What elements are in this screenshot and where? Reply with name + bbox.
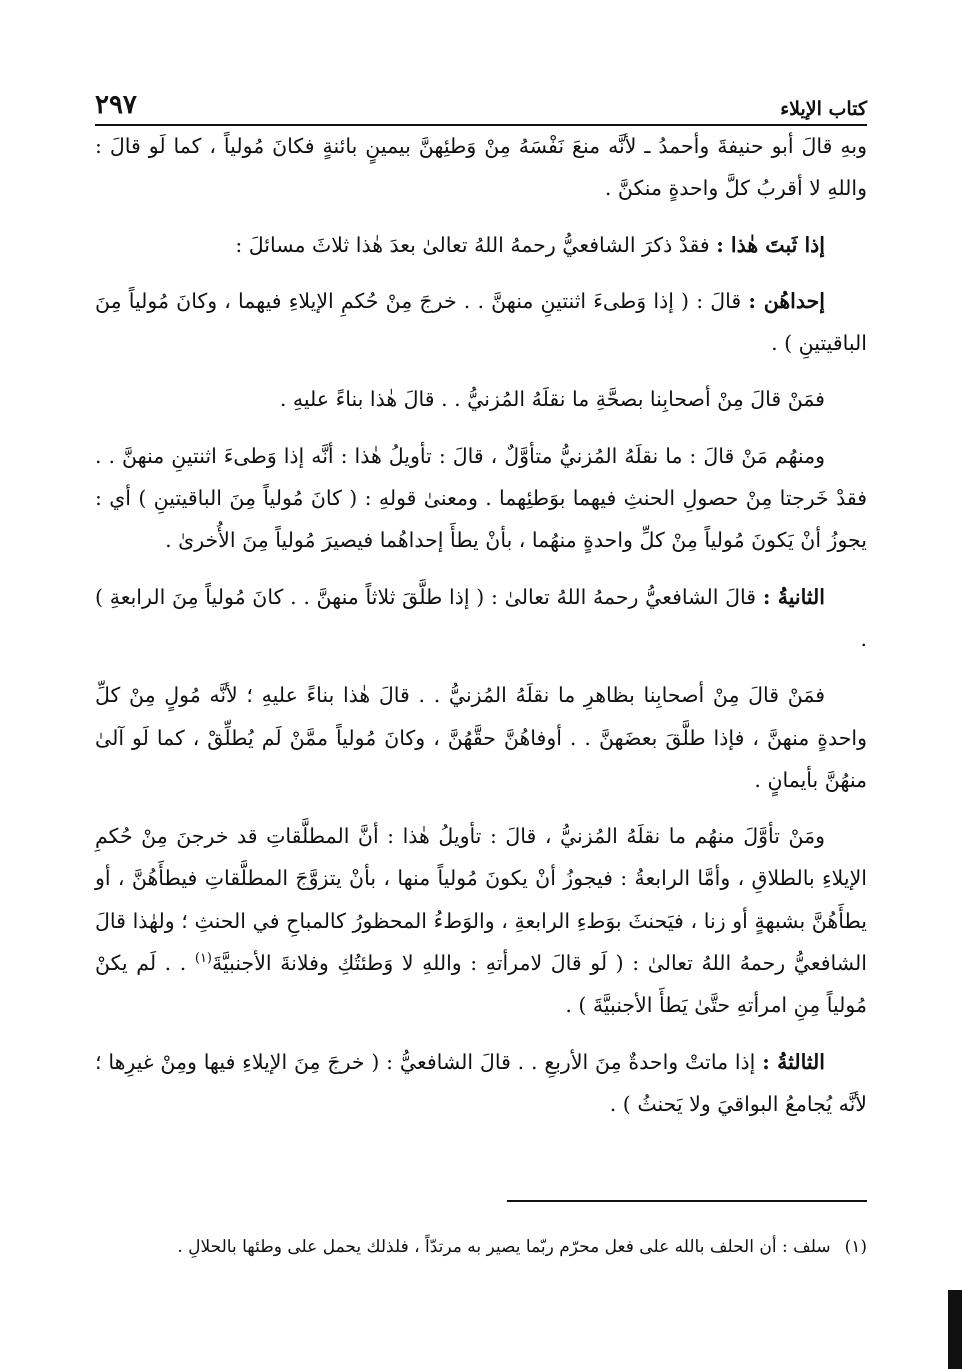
paragraph-9 [95, 1041, 867, 1126]
paragraph-lead: الثانيةُ : [762, 584, 825, 609]
footnote-divider [507, 1200, 867, 1202]
paragraph-3 [95, 280, 867, 365]
paragraph-text: فمَنْ قالَ مِنْ أصحابِنا بصحَّةِ ما نقلَهُ المُزنيُّ . . قالَ هٰذا بناءً عليهِ . [279, 387, 825, 412]
paragraph-text: فمَنْ قالَ مِنْ أصحابِنا بظاهرِ ما نقلَهُ المُزنيُّ . . قالَ هٰذا بناءً عليهِ ؛ لأنَّه مُولٍ مِنْ كلِّ واحدةٍ منهنَّ ، فإذا طلَّقَ بعضَهنَّ . . أوفاهُنَّ حقَّهُنَّ ، وكانَ مُولياً ممَّنْ لَم يُطلِّقْ ، كما لَو آلىٰ منهُنَّ بأيمانٍ . [95, 683, 867, 792]
paragraph-4 [95, 378, 867, 420]
paragraph-5 [95, 435, 867, 562]
paragraph-text: وبهِ قالَ أبو حنيفةَ وأحمدُ ـ لأنَّه منعَ نَفْسَهُ مِنْ وَطئِهنَّ بيمينٍ بائنةٍ فكانَ مُولياً ، كما لَو قالَ : واللهِ لا أقربُ كلَّ واحدةٍ منكنَّ . [95, 134, 867, 201]
footnote [95, 1230, 867, 1264]
footnote-number: (١) [844, 1237, 867, 1257]
paragraph-2 [95, 224, 867, 266]
footnote-reference[interactable]: (١) [194, 951, 212, 967]
paragraph-text: ومنهُم مَنْ قالَ : ما نقلَهُ المُزنيُّ متأوَّلٌ ، قالَ : تأويلُ هٰذا : أنَّه إذا وَطىءَ اثنتينِ منهنَّ . . فقدْ خَرجتا مِنْ حصولِ الحنثِ فيهما بوَطئِهما . ومعنىٰ قولهِ : ( كانَ مُولياً مِنَ الباقيتينِ ) أي : يجوزُ أنْ يَكونَ مُولياً مِنْ كلِّ واحدةٍ منهُما ، بأنْ يطأَ إحداهُما فيصيرَ مُولياً مِنَ الأُخرىٰ . [95, 443, 867, 553]
paragraph-lead: إذا ثَبتَ هٰذا : [716, 232, 825, 257]
main-text [95, 125, 867, 1139]
page-number: ٢٩٧ [95, 90, 137, 120]
paragraph-6 [95, 576, 867, 661]
paragraph-text: قالَ الشافعيُّ رحمهُ اللهُ تعالىٰ : ( إذا طلَّقَ ثلاثاً منهنَّ . . كانَ مُولياً مِنَ الرابعةِ ) . [95, 584, 867, 651]
paragraph-lead: إحداهُن : [748, 288, 825, 313]
paragraph-7 [95, 674, 867, 801]
paragraph-1 [95, 125, 867, 210]
paragraph-text: إذا ماتتْ واحدةٌ مِنَ الأربعِ . . قالَ الشافعيُّ : ( خرجَ مِنَ الإيلاءِ فيها ومِنْ غيرِها ؛ لأنَّه يُجامعُ البواقيَ ولا يَحنثُ ) . [95, 1049, 867, 1116]
paragraph-text: فقدْ ذكرَ الشافعيُّ رحمهُ اللهُ تعالىٰ بعدَ هٰذا ثلاثَ مسائلَ : [235, 232, 717, 257]
paragraph-text: ومَنْ تأوَّلَ منهُم ما نقلَهُ المُزنيُّ ، قالَ : تأويلُ هٰذا : أنَّ المطلَّقاتِ قد خرجنَ مِنْ حُكمِ الإيلاءِ بالطلاقِ ، وأمَّا الرابعةُ : فيجوزُ أنْ يكونَ مُولياً منها ، بأنْ يتزوَّجَ المطلَّقاتِ فيطأَهُنَّ ، أو يطأَهُنَّ بشبهةٍ أو زنا ، فيَحنثَ بوَطءِ الرابعةِ ، والوَطءُ المحظورُ كالمباحِ في الحنثِ ؛ ولهٰذا قالَ الشافعيُّ رحمهُ اللهُ تعالىٰ : ( لَو قالَ لامرأتهِ : واللهِ لا وَطئتُكِ وفلانةَ الأجنبيَّةَ [95, 824, 867, 976]
footnote-text: سلف : أن الحلف بالله على فعل محرّم ربّما يصير به مرتدّاً ، فلذلك يحمل على وطئها بالحلالِ . [177, 1237, 831, 1257]
page-edge-shadow [948, 1290, 962, 1369]
paragraph-8 [95, 815, 867, 1026]
paragraph-text: قالَ : ( إذا وَطىءَ اثنتينِ منهنَّ . . خرجَ مِنْ حُكمِ الإيلاءِ فيهما ، وكانَ مُولياً مِنَ الباقيتينِ ) . [95, 288, 867, 356]
book-title: كتاب الإيلاء [780, 98, 867, 120]
paragraph-text-continued: . . لَم يكنْ مُولياً مِنِ امرأتهِ حتَّىٰ يَطأَ الأجنبيَّةَ ) . [95, 951, 867, 1018]
running-header [95, 88, 867, 126]
paragraph-lead: الثالثةُ : [762, 1049, 825, 1074]
